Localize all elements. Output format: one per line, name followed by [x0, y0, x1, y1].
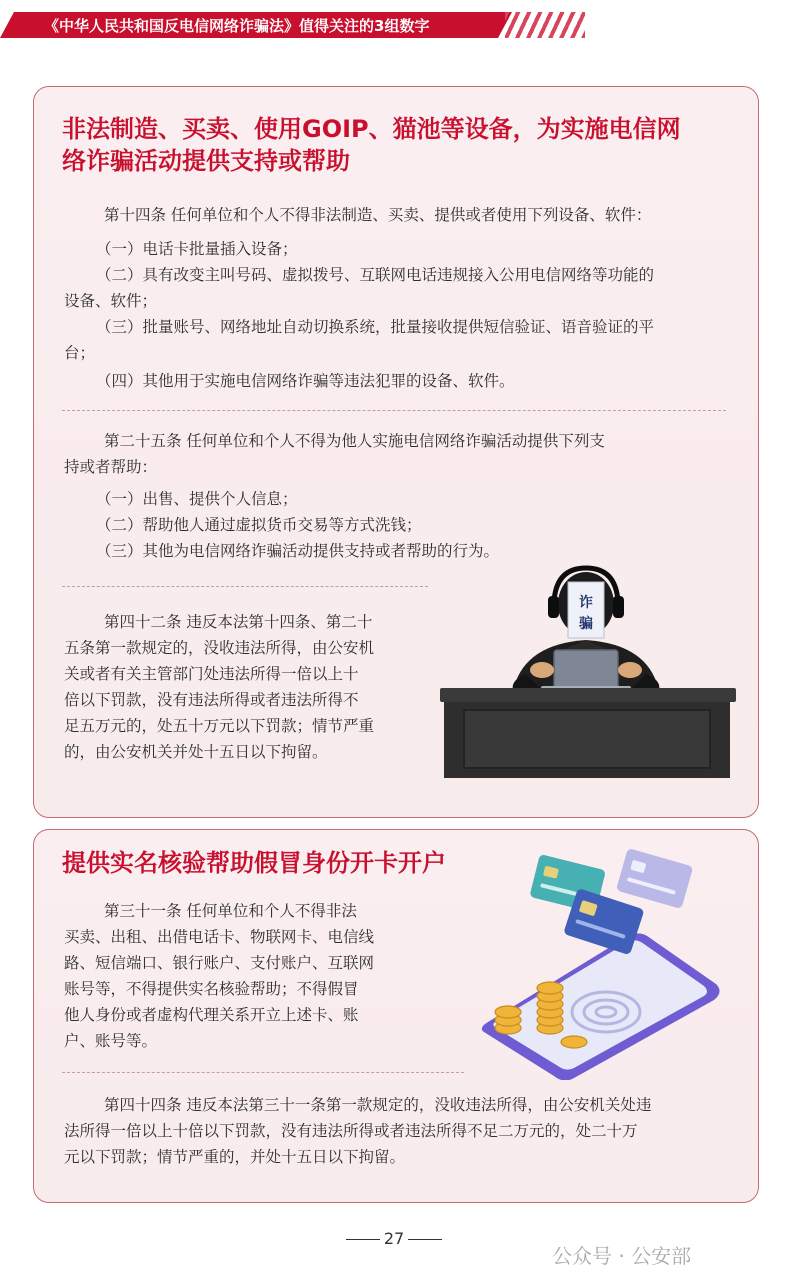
article-14-item-1: （一）电话卡批量插入设备； [96, 240, 298, 258]
article-44-line-2: 法所得一倍以上十倍以下罚款，没有违法所得或者违法所得不足二万元的，处二十万 [64, 1122, 638, 1140]
article-42-line-4: 倍以下罚款，没有违法所得或者违法所得不 [64, 691, 359, 709]
article-14-item-3-line-1: （三）批量账号、网络地址自动切换系统，批量接收提供短信验证、语音验证的平 [96, 318, 655, 336]
article-31-line-2: 买卖、出租、出借电话卡、物联网卡、电信线 [64, 928, 375, 946]
article-25-item-2: （二）帮助他人通过虚拟货币交易等方式洗钱； [96, 516, 422, 534]
header-stripes-decoration [505, 12, 585, 38]
divider [62, 586, 428, 587]
article-14-item-2-line-1: （二）具有改变主叫号码、虚拟拨号、互联网电话违规接入公用电信网络等功能的 [96, 266, 655, 284]
article-31-line-6: 户、账号等。 [64, 1032, 158, 1050]
watermark: 公众号 · 公安部 [552, 1244, 692, 1268]
article-14-item-2-line-2: 设备、软件； [64, 292, 158, 310]
sign-character-2: 骗 [579, 615, 593, 631]
article-42-line-6: 的，由公安机关并处十五日以下拘留。 [64, 743, 328, 761]
article-42-line-3: 关或者有关主管部门处违法所得一倍以上十 [64, 665, 359, 683]
sign-character-1: 诈 [579, 594, 593, 610]
article-31-line-3: 路、短信端口、银行账户、支付账户、互联网 [64, 954, 375, 972]
article-14-intro: 第十四条 任何单位和个人不得非法制造、买卖、提供或者使用下列设备、软件： [104, 206, 652, 224]
article-44-line-1: 第四十四条 违反本法第三十一条第一款规定的，没收违法所得，由公安机关处违 [104, 1096, 652, 1114]
article-42-line-2: 五条第一款规定的，没收违法所得，由公安机 [64, 639, 375, 657]
divider [62, 1072, 464, 1073]
article-31-line-4: 账号等，不得提供实名核验帮助；不得假冒 [64, 980, 359, 998]
article-42-line-5: 足五万元的，处五十万元以下罚款；情节严重 [64, 717, 375, 735]
article-25-item-3: （三）其他为电信网络诈骗活动提供支持或者帮助的行为。 [96, 542, 500, 560]
divider [62, 410, 726, 411]
article-25-intro-line-1: 第二十五条 任何单位和个人不得为他人实施电信网络诈骗活动提供下列支 [104, 432, 605, 450]
section-title-line-2: 络诈骗活动提供支持或帮助 [62, 147, 350, 175]
section-title-line-1: 非法制造、买卖、使用GOIP、猫池等设备，为实施电信网 [62, 115, 681, 143]
article-31-line-1: 第三十一条 任何单位和个人不得非法 [104, 902, 357, 920]
article-44-line-3: 元以下罚款；情节严重的，并处十五日以下拘留。 [64, 1148, 406, 1166]
article-31-line-5: 他人身份或者虚构代理关系开立上述卡、账 [64, 1006, 359, 1024]
article-14-item-3-line-2: 台； [64, 344, 96, 362]
article-25-item-1: （一）出售、提供个人信息； [96, 490, 298, 508]
page-number: 27 [0, 1229, 788, 1248]
article-42-line-1: 第四十二条 违反本法第十四条、第二十 [104, 613, 373, 631]
header-title: 《中华人民共和国反电信网络诈骗法》值得关注的3组数字 [44, 17, 430, 35]
article-25-intro-line-2: 持或者帮助： [64, 458, 158, 476]
phone-bankcards-coins-illustration [478, 842, 726, 1080]
fraudster-at-laptop-illustration [436, 562, 740, 780]
article-14-item-4: （四）其他用于实施电信网络诈骗等违法犯罪的设备、软件。 [96, 372, 515, 390]
section-title-real-name: 提供实名核验帮助假冒身份开卡开户 [62, 849, 446, 877]
